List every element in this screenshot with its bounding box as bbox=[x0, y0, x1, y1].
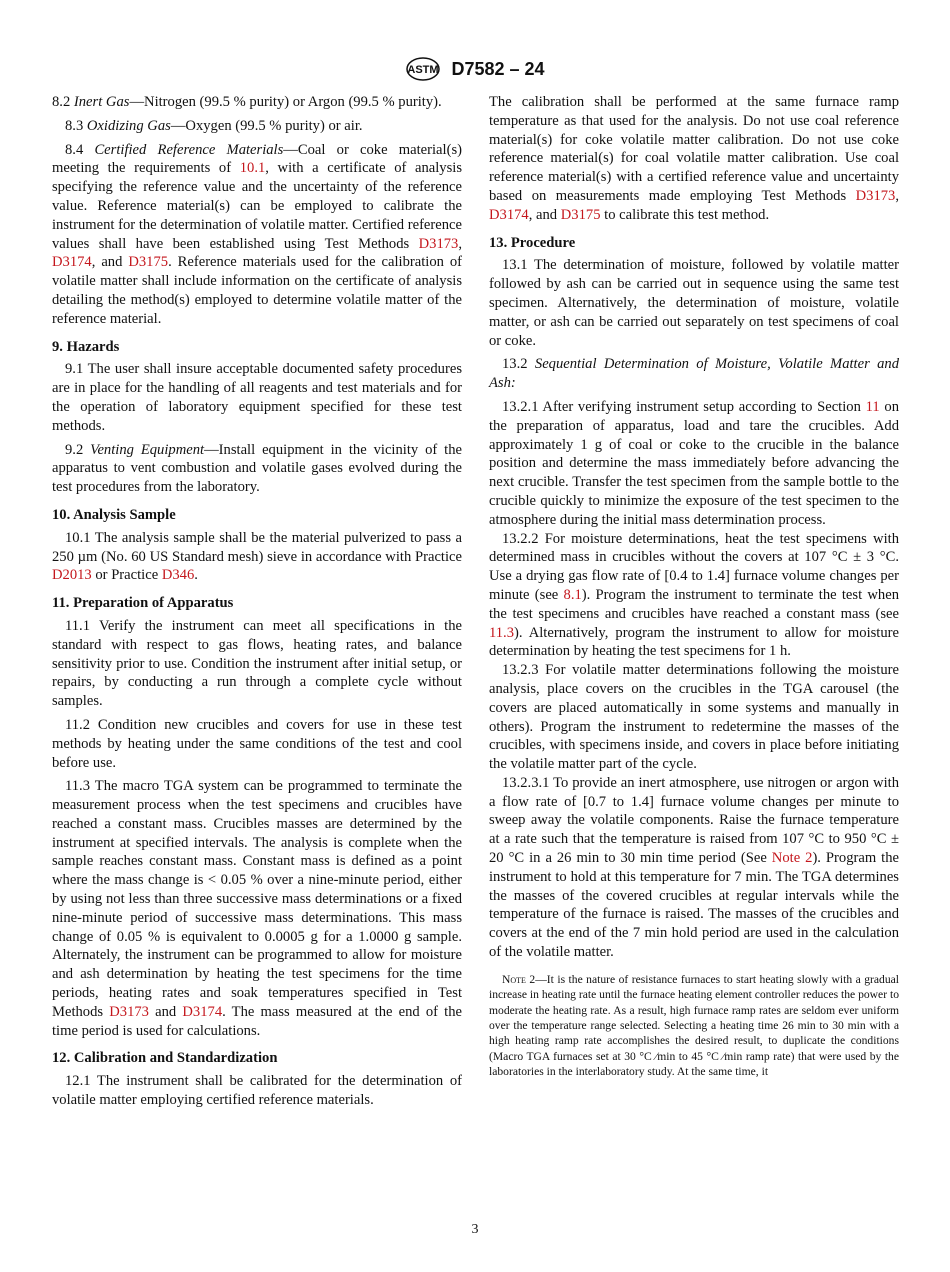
text-run: to calibrate this test method. bbox=[600, 206, 770, 223]
text-run: —Nitrogen (99.5 % purity) or Argon (99.5 % purity). bbox=[129, 94, 442, 110]
text-run: 11.1 Verify the instrument can meet all specifications in the standard with respect to gas flows, heating rates, and balance sensitivity prior to use. Condition the instrument after initial setup, or repairs, by conducting a run through a complete cycle without samples. bbox=[52, 617, 462, 710]
text-run: , bbox=[895, 187, 899, 204]
reference-link[interactable]: 11 bbox=[865, 398, 880, 415]
text-run: on the preparation of apparatus, load and tare the crucibles. Add approximately 1 g of coal or coke to the crucible in the balance position and determine the mass immediately before advancing the next crucible. Transfer the test specimen from the sample bottle to the crucible quickly to minimize the exposure of the test specimen to the atmosphere during the initial mass determination process. bbox=[489, 398, 899, 528]
reference-link[interactable]: D3174 bbox=[182, 1003, 223, 1020]
text-run: 10. Analysis Sample bbox=[52, 506, 176, 523]
text-run: 12. Calibration and Standardization bbox=[52, 1050, 278, 1067]
paragraph bbox=[489, 774, 899, 962]
text-run: 13.2.3.1 To provide an inert atmosphere, use nitrogen or argon with a flow rate of [0.7 to 1.4] furnace volume changes per minute to sweep away the volatile components. Raise the furnace temperature at a rate such that the temperature is raised from 107 °C to 950 °C ± 20 °C in a 26 min to 30 min time period (See bbox=[489, 774, 899, 867]
astm-logo-icon bbox=[405, 56, 441, 82]
text-run: and bbox=[148, 1003, 183, 1020]
italic-term: Oxidizing Gas bbox=[86, 117, 171, 134]
text-run: , bbox=[458, 235, 462, 252]
text-run: The calibration shall be performed at the same furnace ramp temperature as that used for the analysis. Do not use coal reference material(s) for coke volatile matter calibration. Do not use coke reference material(s) for coal volatile matter calibration. Use coal reference material(s) with a certified reference value and uncertainty based on measurements made employing Test Methods bbox=[489, 94, 899, 204]
text-run: 12.1 The instrument shall be calibrated for the determination of volatile matter employing certified reference materials. bbox=[52, 1073, 462, 1109]
page-header bbox=[0, 56, 950, 82]
text-run: 8.3 bbox=[65, 117, 87, 134]
text-run: . Reference materials used for the calibration of volatile matter shall include information on the certificate of analysis detailing the method(s) employed to determine volatile matter of the reference material. bbox=[52, 254, 462, 327]
left-column bbox=[52, 93, 462, 1115]
reference-link[interactable]: Note 2 bbox=[771, 850, 813, 867]
section-heading bbox=[52, 506, 462, 525]
paragraph bbox=[489, 93, 899, 225]
paragraph bbox=[52, 360, 462, 435]
section-heading bbox=[489, 234, 899, 253]
text-run: Note bbox=[502, 972, 526, 986]
text-run: 9.2 bbox=[65, 441, 91, 458]
paragraph bbox=[52, 93, 462, 112]
text-run: —Oxygen (99.5 % purity) or air. bbox=[170, 117, 363, 134]
page-number: 3 bbox=[471, 1222, 479, 1237]
text-run: ). Program the instrument to hold at this temperature for 7 min. The TGA determines the masses of the covered crucibles at regular intervals while the temperature of the furnace is raised. The masses of the crucibles and covers at the end of the 7 min hold period are used in the calculation of the volatile matter. bbox=[489, 850, 899, 961]
text-run: 11. Preparation of Apparatus bbox=[52, 595, 234, 612]
right-column bbox=[489, 93, 899, 1085]
section-heading bbox=[52, 594, 462, 613]
italic-term: Inert Gas bbox=[73, 94, 130, 110]
paragraph bbox=[52, 441, 462, 497]
text-run: 13.2.3 For volatile matter determinations following the moisture analysis, place covers on the crucibles in the TGA carousel (the covers are placed automatically in some systems and manually in others). Program the instrument to redetermine the masses of the crucibles, with specimens inside, and covers in place before initiating the volatile matter part of the cycle. bbox=[489, 662, 899, 773]
paragraph bbox=[52, 777, 462, 1040]
text-run: 9.1 The user shall insure acceptable documented safety procedures are in place for the handling of all reagents and test materials and for the operation of laboratory equipment specified for these test methods. bbox=[52, 361, 462, 434]
text-run: —Install equipment in the vicinity of the apparatus to vent combustion and volatile gases evolved during the test procedures from the laboratory. bbox=[52, 441, 462, 496]
reference-link[interactable]: 8.1 bbox=[563, 586, 582, 603]
paragraph bbox=[52, 117, 462, 136]
paragraph bbox=[489, 530, 899, 662]
reference-link[interactable]: 10.1 bbox=[239, 160, 266, 177]
reference-link[interactable]: D3174 bbox=[52, 254, 92, 271]
text-run: , and bbox=[91, 254, 129, 271]
text-run: ). Alternatively, program the instrument to allow for moisture determination by heating the test specimens for 1 h. bbox=[489, 624, 899, 660]
reference-link[interactable]: D346 bbox=[161, 567, 195, 584]
text-run: , with a certificate of analysis specifying the reference value and the uncertainty of the reference value. Reference material(s) can be employed to calibrate the instrument for the determination of volatile matter. Certified reference values shall have been established using Test Methods bbox=[52, 160, 462, 252]
italic-term: Venting Equipment bbox=[90, 441, 205, 458]
reference-link[interactable]: D2013 bbox=[52, 567, 92, 584]
text-run: 13. Procedure bbox=[489, 234, 576, 251]
note-paragraph bbox=[489, 972, 899, 1080]
text-run: 13.1 The determination of moisture, followed by volatile matter followed by ash can be carried out in sequence using the same test specimen. Alternatively, the determination of moisture, volatile matter, or ash can be carried out separately on test specimens of coal or coke. bbox=[489, 257, 899, 349]
paragraph bbox=[52, 141, 462, 329]
text-run: —Coal or coke material(s) meeting the requirements of bbox=[52, 141, 462, 177]
reference-link[interactable]: D3174 bbox=[489, 206, 529, 223]
section-heading bbox=[52, 1049, 462, 1068]
reference-link[interactable]: D3175 bbox=[560, 206, 601, 223]
text-run: 9. Hazards bbox=[52, 338, 120, 355]
reference-link[interactable]: D3175 bbox=[128, 254, 169, 271]
paragraph bbox=[52, 617, 462, 711]
text-run: 11.3 The macro TGA system can be programmed to terminate the measurement process when the test specimens and crucibles have reached a constant mass. Crucibles masses are determined by the instrument at specified intervals. The analysis is complete when the sample reaches constant mass. Constant mass is defined as a point where the mass change is < 0.05 % over a nine-minute period, either by using not less than three successive mass determinations or a fixed nine-minute period of successive mass determinations. This mass change of 0.05 % is equivalent to 0.0005 g for a 1.0000 g sample. Alternately, the instrument can be programmed to allow for moisture and ash determination by heating the test specimens for the time periods, heating rates and soak temperatures specified in Test Methods bbox=[52, 778, 462, 1020]
document-designation: D7582 – 24 bbox=[451, 58, 545, 79]
reference-link[interactable]: 11.3 bbox=[489, 624, 514, 641]
paragraph bbox=[489, 398, 899, 530]
text-run: . The mass measured at the end of the time period is used for calculations. bbox=[52, 1003, 462, 1039]
section-heading bbox=[52, 338, 462, 357]
reference-link[interactable]: D3173 bbox=[418, 235, 459, 252]
svg-text:ASTM: ASTM bbox=[407, 64, 440, 76]
paragraph bbox=[52, 1072, 462, 1110]
text-run: , and bbox=[528, 206, 561, 223]
text-run: 11.2 Condition new crucibles and covers for use in these test methods by heating under the same conditions of the test and cool before use. bbox=[52, 716, 462, 771]
italic-term: Sequential Determination of Moisture, Volatile Matter and Ash: bbox=[489, 356, 900, 392]
text-run: 13.2.1 After verifying instrument setup according to Section bbox=[502, 398, 866, 415]
paragraph bbox=[52, 529, 462, 585]
text-run: or Practice bbox=[91, 567, 162, 584]
italic-term: Certified Reference Materials bbox=[94, 141, 284, 158]
text-run: . bbox=[194, 567, 198, 584]
text-run: 8.4 bbox=[65, 141, 95, 158]
text-run: 13.2.2 For moisture determinations, heat the test specimens with determined mass in crucibles without the covers at 107 °C ± 3 °C. Use a drying gas flow rate of [0.4 to 1.4] furnace volume changes per minute (see bbox=[489, 530, 899, 603]
text-run: 10.1 The analysis sample shall be the material pulverized to pass a 250 µm (No. 60 US Standard mesh) sieve in accordance with Practice bbox=[52, 529, 462, 565]
text-run: 8.2 bbox=[52, 94, 74, 110]
text-run: 2—It is the nature of resistance furnaces to start heating slowly with a gradual increase in heating rate until the furnace heating element controller reduces the power to moderate the heating rate. As a result, high furnace ramp rates are seldom ever uniform over the temperature range selected. Selecting a heating time 26 min to 30 min with a high heating ramp rate accomplishes the desired result, to duplicate the conditions (Macro TGA furnaces set at 30 °C ⁄min to 45 °C ⁄min ramp rate) that were used by the laboratories in the interlaboratory study. At the same time, it bbox=[489, 972, 899, 1079]
text-run: ). Program the instrument to terminate the test when the test specimens and crucibles have reached a constant mass (see bbox=[489, 586, 900, 622]
paragraph bbox=[489, 256, 899, 350]
paragraph bbox=[489, 661, 899, 774]
reference-link[interactable]: D3173 bbox=[855, 187, 896, 204]
reference-link[interactable]: D3173 bbox=[109, 1003, 149, 1020]
paragraph bbox=[52, 716, 462, 772]
text-run: 13.2 bbox=[502, 356, 535, 373]
paragraph bbox=[489, 355, 899, 393]
